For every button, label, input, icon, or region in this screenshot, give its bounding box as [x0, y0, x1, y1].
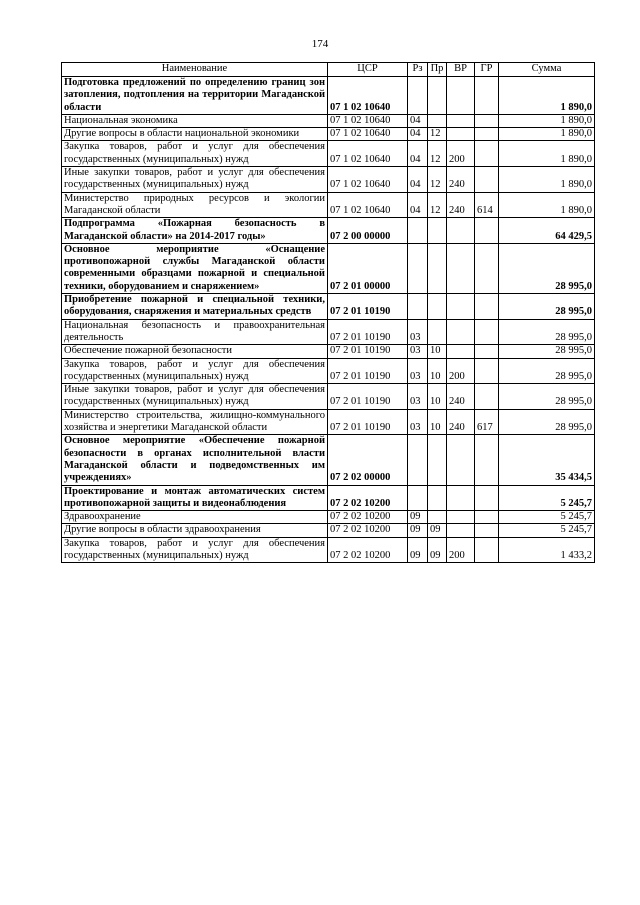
cell-name: Здравоохранение [62, 511, 328, 524]
cell-vr: 200 [447, 358, 475, 384]
cell-pr [428, 218, 447, 244]
table-row [62, 141, 595, 167]
cell-gr [475, 114, 499, 127]
cell-pr [428, 511, 447, 524]
cell-csr: 07 2 01 10190 [328, 345, 408, 358]
cell-vr [447, 435, 475, 485]
cell-csr: 07 2 01 00000 [328, 243, 408, 293]
page-number: 174 [311, 38, 329, 50]
table-row [62, 435, 595, 485]
cell-rz: 03 [408, 384, 428, 410]
cell-pr: 12 [428, 192, 447, 218]
cell-pr [428, 114, 447, 127]
cell-pr [428, 243, 447, 293]
cell-pr: 10 [428, 358, 447, 384]
cell-csr: 07 1 02 10640 [328, 192, 408, 218]
cell-sum: 1 890,0 [499, 114, 595, 127]
column-header-pr: Пр [428, 63, 447, 77]
cell-gr [475, 511, 499, 524]
cell-pr: 12 [428, 128, 447, 141]
cell-name: Закупка товаров, работ и услуг для обеспечения государственных (муниципальных) нужд [62, 537, 328, 563]
cell-vr [447, 524, 475, 537]
cell-gr: 614 [475, 192, 499, 218]
cell-pr [428, 294, 447, 320]
cell-sum: 64 429,5 [499, 218, 595, 244]
cell-pr: 10 [428, 384, 447, 410]
cell-rz: 04 [408, 192, 428, 218]
table-row [62, 243, 595, 293]
cell-csr: 07 1 02 10640 [328, 114, 408, 127]
cell-vr: 200 [447, 141, 475, 167]
cell-gr [475, 243, 499, 293]
cell-csr: 07 1 02 10640 [328, 128, 408, 141]
table-row [62, 511, 595, 524]
cell-gr [475, 218, 499, 244]
cell-vr: 240 [447, 409, 475, 435]
cell-pr [428, 319, 447, 345]
table-row [62, 167, 595, 193]
cell-csr: 07 1 02 10640 [328, 77, 408, 115]
cell-sum: 35 434,5 [499, 435, 595, 485]
cell-gr [475, 384, 499, 410]
table-row [62, 114, 595, 127]
cell-rz [408, 243, 428, 293]
cell-pr: 12 [428, 141, 447, 167]
cell-pr: 09 [428, 537, 447, 563]
cell-sum: 28 995,0 [499, 345, 595, 358]
column-header-name: Наименование [62, 63, 328, 77]
cell-name: Проектирование и монтаж автоматических систем противопожарной защиты и видеонаблюдения [62, 485, 328, 511]
cell-name: Приобретение пожарной и специальной техники, оборудования, снаряжения и материальных средств [62, 294, 328, 320]
cell-rz: 03 [408, 409, 428, 435]
column-header-sum: Сумма [499, 63, 595, 77]
cell-vr [447, 319, 475, 345]
cell-sum: 5 245,7 [499, 485, 595, 511]
cell-sum: 1 890,0 [499, 167, 595, 193]
table-row [62, 128, 595, 141]
cell-gr [475, 141, 499, 167]
cell-vr: 200 [447, 537, 475, 563]
cell-rz: 04 [408, 114, 428, 127]
cell-csr: 07 2 02 00000 [328, 435, 408, 485]
cell-csr: 07 2 01 10190 [328, 358, 408, 384]
cell-name: Закупка товаров, работ и услуг для обеспечения государственных (муниципальных) нужд [62, 141, 328, 167]
table-row [62, 537, 595, 563]
column-header-gr: ГР [475, 63, 499, 77]
cell-rz [408, 218, 428, 244]
cell-csr: 07 2 01 10190 [328, 384, 408, 410]
cell-name: Иные закупки товаров, работ и услуг для обеспечения государственных (муниципальных) нужд [62, 384, 328, 410]
cell-gr [475, 435, 499, 485]
cell-sum: 28 995,0 [499, 384, 595, 410]
column-header-vr: ВР [447, 63, 475, 77]
cell-name: Другие вопросы в области национальной экономики [62, 128, 328, 141]
cell-name: Министерство природных ресурсов и экологии Магаданской области [62, 192, 328, 218]
cell-sum: 1 890,0 [499, 141, 595, 167]
cell-rz: 03 [408, 345, 428, 358]
table-header-row [62, 63, 595, 77]
cell-gr [475, 294, 499, 320]
cell-vr [447, 77, 475, 115]
table-row [62, 319, 595, 345]
cell-rz: 04 [408, 141, 428, 167]
cell-rz: 04 [408, 167, 428, 193]
cell-name: Основное мероприятие «Обеспечение пожарной безопасности в органах исполнительной власти Магаданской области и подведомственных им учреждениях» [62, 435, 328, 485]
cell-pr: 10 [428, 345, 447, 358]
cell-sum: 1 890,0 [499, 192, 595, 218]
cell-rz: 09 [408, 511, 428, 524]
cell-rz [408, 294, 428, 320]
table-row [62, 192, 595, 218]
cell-csr: 07 2 01 10190 [328, 319, 408, 345]
cell-vr [447, 294, 475, 320]
cell-name: Иные закупки товаров, работ и услуг для обеспечения государственных (муниципальных) нужд [62, 167, 328, 193]
cell-rz [408, 435, 428, 485]
cell-vr [447, 511, 475, 524]
cell-vr [447, 114, 475, 127]
cell-sum: 28 995,0 [499, 358, 595, 384]
cell-csr: 07 2 02 10200 [328, 537, 408, 563]
table-row [62, 294, 595, 320]
cell-vr [447, 345, 475, 358]
cell-pr [428, 485, 447, 511]
cell-gr [475, 345, 499, 358]
cell-sum: 1 890,0 [499, 128, 595, 141]
cell-gr [475, 524, 499, 537]
cell-rz: 03 [408, 358, 428, 384]
table-row [62, 485, 595, 511]
cell-gr [475, 319, 499, 345]
cell-rz: 03 [408, 319, 428, 345]
cell-name: Основное мероприятие «Оснащение противопожарной службы Магаданской области современными образцами пожарной и специальной техники, оборудованием и снаряжением» [62, 243, 328, 293]
table-row [62, 524, 595, 537]
cell-vr [447, 128, 475, 141]
budget-table [61, 62, 595, 563]
cell-pr: 10 [428, 409, 447, 435]
cell-rz: 09 [408, 537, 428, 563]
cell-name: Подготовка предложений по определению границ зон затопления, подтопления на территории Магаданской области [62, 77, 328, 115]
cell-gr [475, 537, 499, 563]
cell-name: Обеспечение пожарной безопасности [62, 345, 328, 358]
table-row [62, 345, 595, 358]
cell-csr: 07 2 00 00000 [328, 218, 408, 244]
cell-vr [447, 243, 475, 293]
table-body [62, 77, 595, 563]
cell-csr: 07 2 01 10190 [328, 294, 408, 320]
cell-csr: 07 1 02 10640 [328, 167, 408, 193]
cell-sum: 28 995,0 [499, 409, 595, 435]
cell-vr [447, 485, 475, 511]
cell-sum: 5 245,7 [499, 511, 595, 524]
cell-csr: 07 2 02 10200 [328, 485, 408, 511]
cell-sum: 1 890,0 [499, 77, 595, 115]
cell-csr: 07 2 02 10200 [328, 511, 408, 524]
cell-gr [475, 77, 499, 115]
cell-pr [428, 77, 447, 115]
cell-vr: 240 [447, 192, 475, 218]
cell-gr [475, 358, 499, 384]
cell-gr [475, 128, 499, 141]
table-row [62, 358, 595, 384]
cell-csr: 07 1 02 10640 [328, 141, 408, 167]
cell-rz: 04 [408, 128, 428, 141]
cell-csr: 07 2 01 10190 [328, 409, 408, 435]
cell-name: Закупка товаров, работ и услуг для обеспечения государственных (муниципальных) нужд [62, 358, 328, 384]
cell-pr: 12 [428, 167, 447, 193]
cell-pr [428, 435, 447, 485]
cell-rz [408, 485, 428, 511]
cell-name: Министерство строительства, жилищно-коммунального хозяйства и энергетики Магаданской области [62, 409, 328, 435]
cell-sum: 28 995,0 [499, 294, 595, 320]
table-row [62, 218, 595, 244]
cell-sum: 1 433,2 [499, 537, 595, 563]
cell-vr: 240 [447, 384, 475, 410]
cell-gr [475, 485, 499, 511]
cell-rz: 09 [408, 524, 428, 537]
cell-sum: 5 245,7 [499, 524, 595, 537]
table-row [62, 409, 595, 435]
cell-name: Другие вопросы в области здравоохранения [62, 524, 328, 537]
cell-rz [408, 77, 428, 115]
column-header-rz: Рз [408, 63, 428, 77]
cell-sum: 28 995,0 [499, 243, 595, 293]
cell-name: Национальная экономика [62, 114, 328, 127]
table-row [62, 384, 595, 410]
cell-csr: 07 2 02 10200 [328, 524, 408, 537]
cell-pr: 09 [428, 524, 447, 537]
table-row [62, 77, 595, 115]
cell-vr [447, 218, 475, 244]
cell-sum: 28 995,0 [499, 319, 595, 345]
cell-gr: 617 [475, 409, 499, 435]
cell-name: Подпрограмма «Пожарная безопасность в Магаданской области» на 2014-2017 годы» [62, 218, 328, 244]
cell-vr: 240 [447, 167, 475, 193]
cell-gr [475, 167, 499, 193]
cell-name: Национальная безопасность и правоохранительная деятельность [62, 319, 328, 345]
column-header-csr: ЦСР [328, 63, 408, 77]
